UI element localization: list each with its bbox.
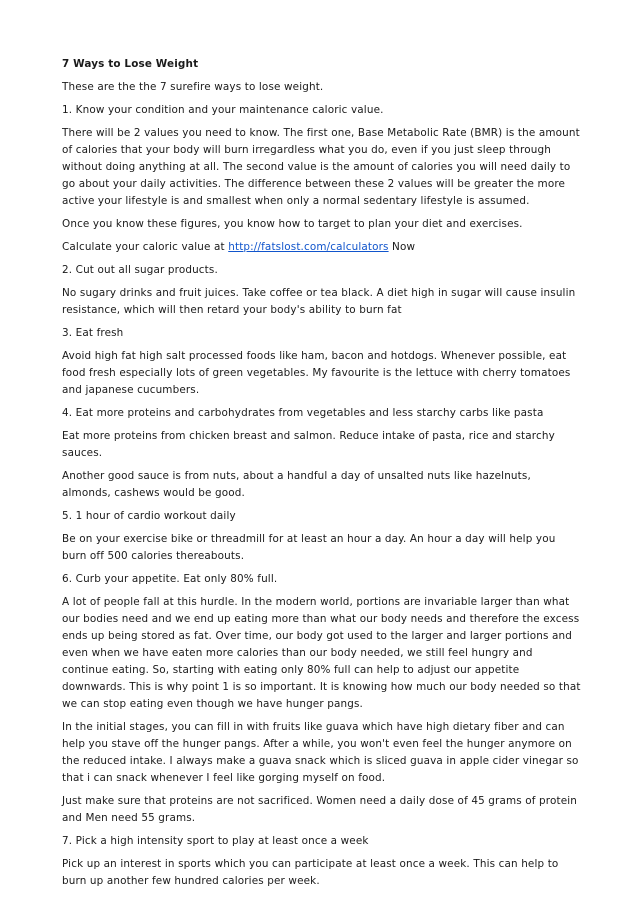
section-1-heading: 1. Know your condition and your maintenance caloric value. xyxy=(62,104,384,116)
intro-paragraph: These are the the 7 surefire ways to lose weight. xyxy=(62,81,324,93)
section-6-paragraph-2: In the initial stages, you can fill in with fruits like guava which have high dietary fiber and can help you stave off the hunger pangs. After a while, you won't even feel the hunger anymore on the reduced intake. I always make a guava snack which is sliced guava in apple cider vinegar so that i can snack whenever I feel like gorging myself on food. xyxy=(62,721,579,784)
section-1-paragraph-3 xyxy=(62,239,582,256)
section-1-paragraph-2: Once you know these figures, you know how to target to plan your diet and exercises. xyxy=(62,218,523,230)
section-4-heading: 4. Eat more proteins and carbohydrates from vegetables and less starchy carbs like pasta xyxy=(62,407,544,419)
section-4-paragraph-2: Another good sauce is from nuts, about a handful a day of unsalted nuts like hazelnuts, almonds, cashews would be good. xyxy=(62,470,531,499)
section-1-paragraph-1: There will be 2 values you need to know. The first one, Base Metabolic Rate (BMR) is the amount of calories that your body will burn irregardless what you do, even if you just sleep through without doing anything at all. The second value is the amount of calories you will need daily to go about your daily activities. The difference between these 2 values will be greater the more active your lifestyle is and smallest when only a normal sedentary lifestyle is assumed. xyxy=(62,127,580,207)
section-4-paragraph-1: Eat more proteins from chicken breast and salmon. Reduce intake of pasta, rice and starchy sauces. xyxy=(62,430,555,459)
calculator-text-after: Now xyxy=(388,241,416,253)
calculator-link[interactable]: http://fatslost.com/calculators xyxy=(228,241,389,253)
section-2-heading: 2. Cut out all sugar products. xyxy=(62,264,218,276)
calculator-text-before: Calculate your caloric value at xyxy=(62,241,229,253)
document-title: 7 Ways to Lose Weight xyxy=(62,58,199,70)
section-6-paragraph-3: Just make sure that proteins are not sacrificed. Women need a daily dose of 45 grams of protein and Men need 55 grams. xyxy=(62,795,578,824)
section-7-paragraph-1: Pick up an interest in sports which you can participate at least once a week. This can help to burn up another few hundred calories per week. xyxy=(62,858,559,887)
section-6-paragraph-1: A lot of people fall at this hurdle. In the modern world, portions are invariable larger than what our bodies need and we end up eating more than what our body needs and therefore the excess ends up being stored as fat. Over time, our body got used to the larger and larger portions and even when we have eaten more calories than our body needed, we still feel hungry and continue eating. So, starting with eating only 80% full can help to adjust our appetite downwards. This is why point 1 is so important. It is knowing how much our body needed so that we can stop eating even though we have hunger pangs. xyxy=(62,596,581,710)
section-5-heading: 5. 1 hour of cardio workout daily xyxy=(62,510,236,522)
section-2-paragraph-1: No sugary drinks and fruit juices. Take coffee or tea black. A diet high in sugar will cause insulin resistance, which will then retard your body's ability to burn fat xyxy=(62,287,576,316)
section-6-heading: 6. Curb your appetite. Eat only 80% full. xyxy=(62,573,278,585)
section-3-heading: 3. Eat fresh xyxy=(62,327,124,339)
section-3-paragraph-1: Avoid high fat high salt processed foods like ham, bacon and hotdogs. Whenever possible, eat food fresh especially lots of green vegetables. My favourite is the lettuce with cherry tomatoes and japanese cucumbers. xyxy=(62,350,571,396)
document-page xyxy=(62,56,582,896)
section-7-heading: 7. Pick a high intensity sport to play at least once a week xyxy=(62,835,369,847)
section-5-paragraph-1: Be on your exercise bike or threadmill for at least an hour a day. An hour a day will help you burn off 500 calories thereabouts. xyxy=(62,533,556,562)
